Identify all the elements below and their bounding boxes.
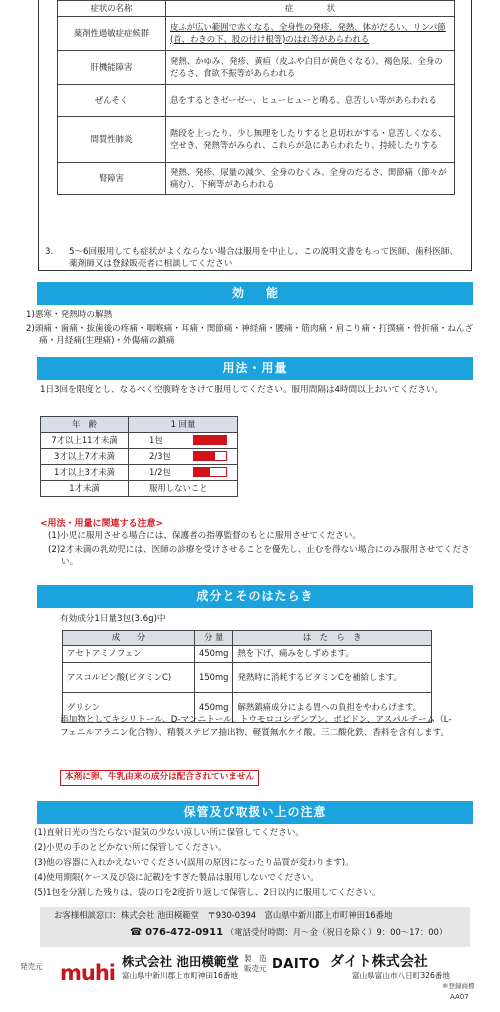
symptom-table — [57, 0, 455, 195]
ingredient-func: 解熱鎮痛成分による胃への負担をやわらげます。 — [233, 693, 432, 723]
dosage-header-age: 年 齢 — [41, 417, 129, 433]
ingredients-title: 成分とそのはたらき — [196, 589, 314, 603]
dosage-title: 用法・用量 — [222, 361, 288, 375]
maker-label-1: 製 造 — [244, 954, 267, 963]
storage-item: (2)小児の手のとどかない所に保管してください。 — [34, 843, 227, 853]
ingredients-additives: 添加物としてキシリトール、D-マンニトール、トウモロコシデンプン、ポビドン、アスパルテーム（L-フェニルアラニン化合物）、精製ステビア抽出物、軽質無水ケイ酸、三二酸化鉄、香料を含有します。 — [60, 715, 452, 739]
dosage-caution-item: (2)2才未満の乳幼児には、医師の診療を受けさせることを優先し、止むを得ない場合にのみ服用させてください。 — [48, 545, 470, 567]
storage-item: (5)1包を分割した残りは、袋の口を2度折り返して保管し、2日以内に服用してください。 — [34, 888, 381, 898]
symptom-name: 薬剤性過敏症症候群 — [58, 17, 166, 51]
storage-item: (4)使用期限(ケース及び袋に記載)をすぎた製品は服用しないでください。 — [34, 873, 319, 883]
dosage-intro: 1日3回を限度とし、なるべく空腹時をさけて服用してください。服用間隔は4時間以上おいてください。 — [40, 385, 444, 395]
ingredients-header-name: 成 分 — [63, 631, 195, 646]
contact-box — [40, 907, 470, 947]
muhi-logo: muhi — [60, 961, 115, 985]
dosage-bar — [193, 451, 227, 461]
efficacy-title: 効能 — [231, 286, 300, 300]
dosage-amount-cell — [129, 465, 238, 481]
dosage-age: 7才以上11才未満 — [41, 433, 129, 449]
ingredients-subtitle: 有効成分1日量3包(3.6g)中 — [60, 614, 166, 624]
seller-name: 株式会社 池田模範堂 — [122, 954, 239, 969]
symptom-desc: 発熱、かゆみ、発疹、黄疸（皮ふや白目が黄色くなる）、褐色尿、全身のだるさ、食欲不振等があらわれる — [166, 51, 455, 85]
ingredient-func: 発熱時に消耗するビタミンCを補給します。 — [233, 663, 432, 693]
ingredient-qty: 450mg — [195, 646, 233, 663]
symptom-header-desc: 症 状 — [166, 1, 455, 17]
contact-hours: （電話受付時間：月～金（祝日を除く）9：00～17：00） — [225, 927, 448, 937]
dosage-header-amount: 1 回量 — [129, 417, 238, 433]
symptom-name: 間質性肺炎 — [58, 117, 166, 163]
symptom-name: 腎障害 — [58, 163, 166, 195]
symptom-name: ぜんそく — [58, 85, 166, 117]
ingredient-qty: 450mg — [195, 693, 233, 723]
dosage-amount-cell — [129, 433, 238, 449]
efficacy-item: 1)悪寒・発熱時の解熱 — [26, 310, 113, 320]
dosage-amount: 服用しないこと — [129, 481, 238, 497]
symptom-header-name: 症状の名称 — [58, 1, 166, 17]
symptom-desc: 発熱、発疹、尿量の減少、全身のむくみ、全身のだるさ、関節痛（節々が痛む）、下痢等があらわれる — [166, 163, 455, 195]
registered-mark: ®登録商標 — [442, 982, 475, 990]
note-3-text: 5～6回服用しても症状がよくならない場合は服用を中止し、この説明文書をもって医師、歯科医師、薬剤師又は登録販売者に相談してください — [69, 247, 459, 269]
dosage-age: 3才以上7才未満 — [41, 449, 129, 465]
dosage-amount: 1/2包 — [149, 466, 171, 477]
ingredient-qty: 150mg — [195, 663, 233, 693]
efficacy-banner — [37, 282, 473, 305]
dosage-amount-cell — [129, 449, 238, 465]
seller-address: 富山県中新川郡上市町神田16番地 — [122, 971, 238, 980]
maker-label-2: 販売元 — [244, 964, 267, 973]
dosage-caution-list — [48, 531, 473, 568]
footer — [0, 950, 500, 1010]
ingredient-name: アスコルビン酸(ビタミンC) — [63, 663, 195, 693]
ingredients-header-func: は た ら き — [233, 631, 432, 646]
ingredient-name: グリシン — [63, 693, 195, 723]
daito-logo: DAITO — [272, 957, 321, 972]
dosage-amount: 2/3包 — [149, 450, 171, 461]
dosage-bar-fill — [194, 452, 215, 460]
storage-item: (1)直射日光の当たらない湿気の少ない涼しい所に保管してください。 — [34, 828, 304, 838]
dosage-bar-fill — [194, 436, 226, 444]
dosage-banner — [37, 357, 473, 380]
symptom-desc: 階段を上ったり、少し無理をしたりすると息切れがする・息苦しくなる、空せき、発熱等がみられ、これらが急にあらわれたり、持続したりする — [166, 117, 455, 163]
symptom-desc: 皮ふが広い範囲で赤くなる、全身性の発疹、発熱、体がだるい、リンパ節(首、わきの下、股の付け根等)のはれ等があらわれる — [166, 17, 455, 51]
maker-name: ダイト株式会社 — [330, 954, 428, 970]
contact-phone-line — [54, 926, 470, 942]
efficacy-list — [26, 310, 476, 347]
ingredient-name: アセトアミノフェン — [63, 646, 195, 663]
storage-banner — [37, 801, 473, 824]
storage-title: 保管及び取扱い上の注意 — [183, 805, 327, 819]
dosage-age: 1才以上3才未満 — [41, 465, 129, 481]
dosage-bar — [193, 467, 227, 477]
ingredient-func: 熱を下げ、痛みをしずめます。 — [233, 646, 432, 663]
note-3-number: 3. — [45, 247, 54, 257]
storage-item: (3)他の容器に入れかえないでください(誤用の原因になったり品質が変わります)。 — [34, 858, 354, 868]
seller-label: 発売元 — [20, 962, 43, 971]
ingredients-banner — [37, 585, 473, 608]
dosage-caution-title: <用法・用量に関連する注意> — [40, 519, 164, 529]
dosage-caution-item: (1)小児に服用させる場合には、保護者の指導監督のもとに服用させてください。 — [48, 531, 361, 541]
ingredients-header-qty: 分 量 — [195, 631, 233, 646]
dosage-age: 1才未満 — [41, 481, 129, 497]
symptom-desc: 息をするときゼーゼー、ヒューヒューと鳴る、息苦しい等があらわれる — [166, 85, 455, 117]
allergen-notice: 本剤に卵、牛乳由来の成分は配合されていません — [60, 770, 259, 786]
maker-address: 富山県富山市八日町326番地 — [352, 971, 451, 980]
contact-line: お客様相談窓口：株式会社 池田模範堂 〒930-0394 富山県中新川郡上市町神田16番地 — [54, 910, 393, 920]
symptom-name: 肝機能障害 — [58, 51, 166, 85]
storage-list — [34, 828, 474, 903]
product-code: AA07 — [450, 993, 469, 1001]
efficacy-item: 2)頭痛・歯痛・抜歯後の疼痛・咽喉痛・耳痛・関節痛・神経痛・腰痛・筋肉痛・肩こり痛・打撲痛・骨折痛・ねんざ痛・月経痛(生理痛)・外傷痛の鎮痛 — [26, 324, 474, 346]
dosage-amount: 1包 — [149, 434, 163, 445]
phone-icon: ☎ — [130, 927, 143, 938]
dosage-bar-fill — [194, 468, 210, 476]
contact-phone: 076-472-0911 — [145, 927, 224, 938]
note-3 — [45, 247, 465, 270]
dosage-table — [40, 416, 238, 497]
dosage-bar — [193, 435, 227, 445]
ingredients-table — [62, 630, 432, 723]
